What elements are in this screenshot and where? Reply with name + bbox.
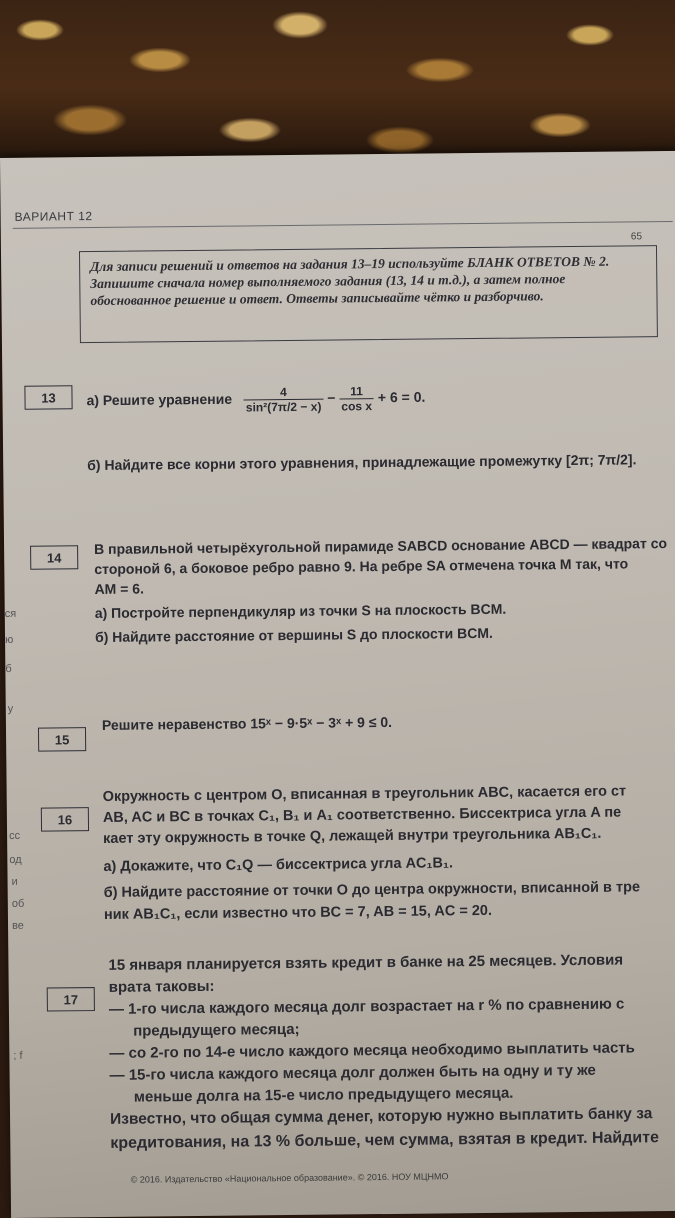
task-13-part-a: а) Решите уравнение $\frac{4}{\text{sin²(7π/2 − x)}}$ − $\frac{11}{\text{cos x}}$ + 6 = 0. [86, 384, 426, 415]
task-14-part-a: а) Постройте перпендикуляр из точки S на плоскость BCM. [94, 600, 507, 622]
fraction-1-numerator: 4 [244, 385, 324, 401]
copyright-footer: © 2016. Издательство «Национальное образование». © 2016. НОУ МЦНМО [130, 1171, 449, 1185]
task-14-part-b: б) Найдите расстояние от вершины S до плоскости BCM. [94, 624, 493, 646]
margin-mark: ; f [13, 1049, 23, 1062]
task-13-tail: + 6 = 0. [377, 388, 426, 406]
task-15-number: 15 [38, 727, 86, 752]
fraction-1-denominator: sin²(7π/2 − x) [245, 399, 322, 415]
fraction-2-numerator: 11 [339, 384, 374, 399]
task-13-part-b [87, 451, 636, 473]
task-13-fraction-1 [244, 385, 324, 415]
task-17-line-2: врата таковы: [108, 977, 215, 996]
margin-mark: сс [9, 829, 21, 842]
margin-mark: об [11, 897, 25, 910]
task-14-line-3: AM = 6. [94, 580, 145, 598]
margin-mark: од [9, 853, 22, 866]
task-13-b-text: б) Найдите все корни этого уравнения, принадлежащие промежутку [87, 452, 563, 474]
margin-mark: и [11, 875, 18, 888]
task-17-line-6: — 15-го числа каждого месяца долг должен быть на одну и ту же [109, 1061, 596, 1084]
task-15-text: Решите неравенство 15ˣ − 9·5ˣ − 3ˣ + 9 ≤ 0. [101, 713, 393, 733]
task-13-fraction-2 [339, 384, 374, 413]
margin-mark: ся [4, 607, 17, 620]
task-13-number: 13 [24, 385, 72, 410]
margin-mark: у [7, 702, 14, 715]
exam-page [0, 151, 675, 1218]
task-17-line-9: кредитования, на 13 % больше, чем сумма, взятая в кредит. Найдите [110, 1129, 660, 1152]
task-17-line-3: — 1-го числа каждого месяца долг возрастает на r % по сравнению с [108, 995, 625, 1018]
task-17-line-4: предыдущего месяца; [133, 1020, 300, 1040]
task-17-line-7: меньше долга на 15-е число предыдущего месяца. [133, 1084, 514, 1106]
instructions-box: Для записи решений и ответов на задания 13–19 используйте БЛАНК ОТВЕТОВ № 2. Запишите сначала номер выполняемого задания (13, 14 и т.д.), а затем полное обоснованное решение и ответ. Ответы записывайте чётко и разборчиво. [79, 245, 658, 343]
carpet-background [0, 0, 675, 175]
task-14-line-2: стороной 6, а боковое ребро равно 9. На ребре SA отмечена точка M так, что [94, 555, 629, 578]
task-14-line-1: В правильной четырёхугольной пирамиде SABCD основание ABCD — квадрат со [94, 535, 668, 558]
variant-header: ВАРИАНТ 12 [14, 209, 93, 224]
task-13-a-label: а) Решите уравнение [86, 390, 233, 409]
task-16-part-b-1: б) Найдите расстояние от точки O до центра окружности, вписанной в тре [103, 879, 641, 901]
task-16-part-b-2: ник AB₁C₁, если известно что BC = 7, AB = 15, AC = 20. [103, 902, 493, 923]
task-14-number: 14 [30, 545, 78, 570]
margin-mark: б [5, 662, 12, 675]
task-17-line-5: — со 2-го по 14-е число каждого месяца необходимо выплатить часть [109, 1039, 635, 1062]
header-rule [13, 221, 673, 229]
task-16-part-a: а) Докажите, что C₁Q — биссектриса угла AC₁B₁. [103, 855, 454, 875]
task-16-line-3: кает эту окружность в точке Q, лежащей внутри треугольника AB₁C₁. [103, 825, 602, 847]
task-16-number: 16 [41, 807, 89, 832]
task-16-line-2: AB, AC и BC в точках C₁, B₁ и A₁ соответственно. Биссектриса угла A пе [102, 804, 622, 826]
margin-mark: ве [11, 919, 24, 932]
fraction-2-denominator: cos x [341, 399, 373, 414]
margin-mark: ю [4, 633, 14, 646]
page-number: 65 [630, 231, 643, 243]
task-13-interval: [2π; 7π/2]. [565, 451, 637, 469]
task-17-line-8: Известно, что общая сумма денег, которую нужно выплатить банку за [109, 1105, 653, 1128]
task-17-number: 17 [47, 987, 95, 1012]
task-16-line-1: Окружность с центром O, вписанная в треугольник ABC, касается его ст [102, 783, 627, 805]
task-17-line-1: 15 января планируется взять кредит в банке на 25 месяцев. Условия [108, 951, 624, 974]
